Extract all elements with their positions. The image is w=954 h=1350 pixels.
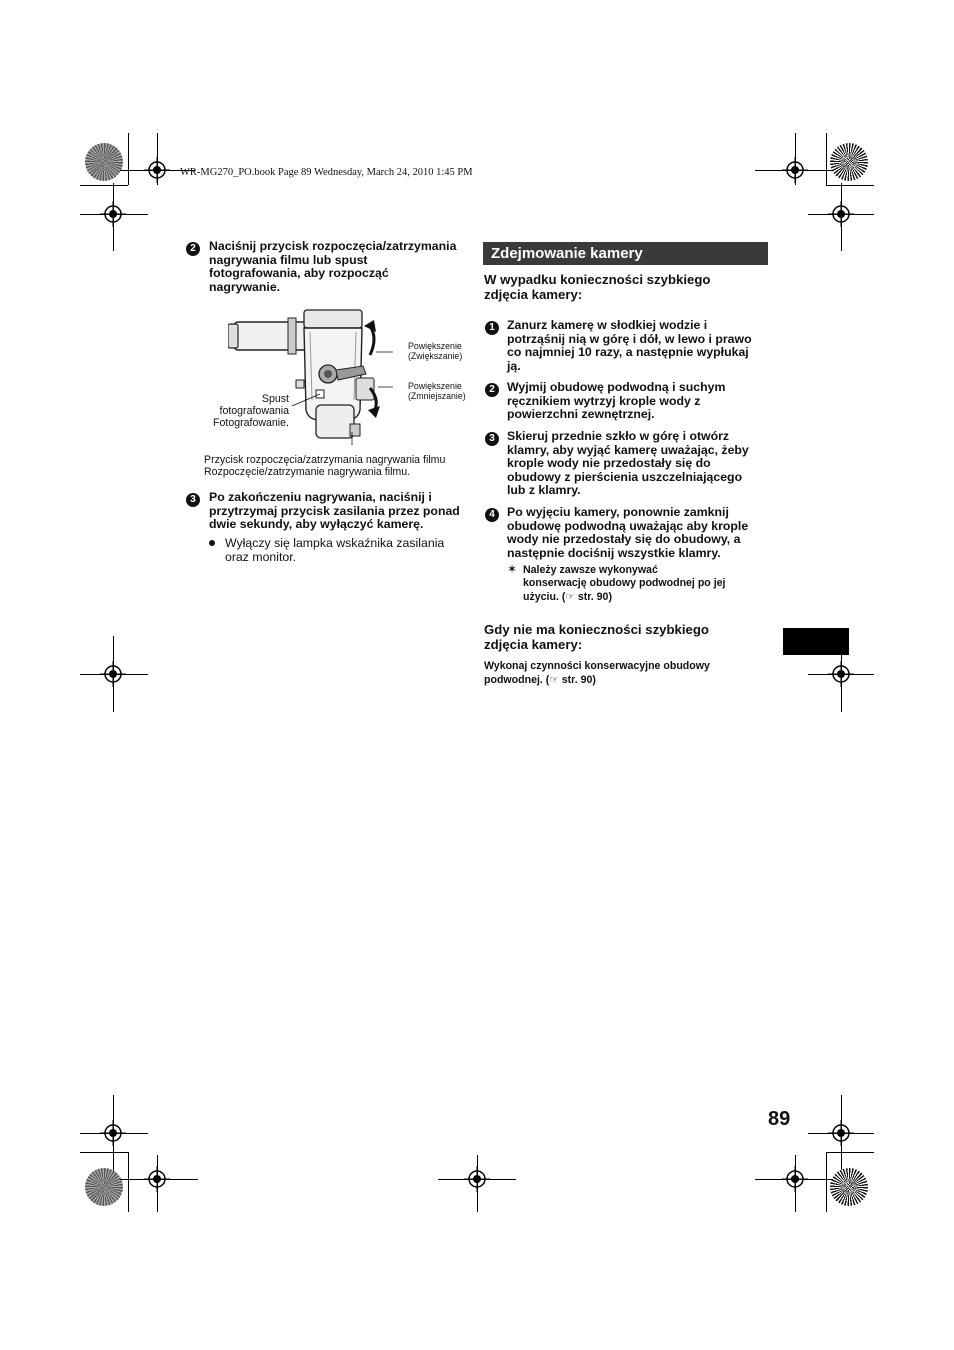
text-line: nagrywanie. xyxy=(209,279,281,294)
color-bar-star-icon xyxy=(830,1168,868,1206)
text-line: Fotografowanie. xyxy=(213,417,289,429)
zoom-in-label xyxy=(408,341,462,361)
text-line: zdjęcia kamery: xyxy=(484,637,583,652)
page-number: 89 xyxy=(768,1108,791,1130)
figure-caption xyxy=(204,454,445,478)
text-line: wody nie przedostały się do obudowy, a xyxy=(507,532,741,547)
text-line: (Zmniejszanie) xyxy=(408,391,466,401)
text-line: obudowę podwodną uważając aby krople xyxy=(507,518,749,533)
right-step4-text xyxy=(507,506,772,560)
right-step1-text xyxy=(507,319,772,373)
left-step3-bullet xyxy=(225,536,475,564)
color-bar-star-icon xyxy=(85,1168,123,1206)
registration-mark-icon xyxy=(782,1166,808,1192)
step-number: 2 xyxy=(485,383,499,397)
text-line: obudowy z pierścienia uszczelniającego xyxy=(507,469,743,484)
text-line: lub z klamry. xyxy=(507,483,581,498)
registration-mark-icon xyxy=(144,1166,170,1192)
text-line: Przycisk rozpoczęcia/zatrzymania nagrywania filmu xyxy=(204,454,446,466)
text-line: Skieruj przednie szkło w górę i otwórz xyxy=(507,429,730,443)
note-text xyxy=(523,564,773,604)
shutter-label xyxy=(196,393,289,429)
step-number: 2 xyxy=(186,242,200,256)
text-line: fotografowania xyxy=(219,405,289,417)
registration-mark-icon xyxy=(100,661,126,687)
registration-mark-icon xyxy=(828,1120,854,1146)
registration-mark-icon xyxy=(828,201,854,227)
text-line: nagrywania filmu lub spust xyxy=(209,252,368,267)
step-number: 3 xyxy=(186,493,200,507)
text-line: Zanurz kamerę w słodkiej wodzie i xyxy=(507,318,708,332)
text-line: Rozpoczęcie/zatrzymanie nagrywania filmu. xyxy=(204,466,411,478)
subheading-quick-removal xyxy=(484,272,710,302)
text-line: Spust xyxy=(261,393,289,405)
registration-mark-icon xyxy=(782,157,808,183)
left-step3-text xyxy=(209,491,479,532)
registration-mark-icon xyxy=(464,1166,490,1192)
text-line: konserwację obudowy podwodnej po jej xyxy=(523,577,726,590)
text-line: fotografowania, aby rozpocząć xyxy=(209,266,389,281)
text-line: następnie dociśnij wszystkie klamry. xyxy=(507,545,721,560)
text-line: potrząśnij nią w górę i dół, w lewo i prawo xyxy=(507,331,752,346)
text-line: Należy zawsze wykonywać xyxy=(523,564,658,576)
text-line: ręcznikiem wytrzyj krople wody z xyxy=(507,393,701,408)
text-line: Po wyjęciu kamery, ponownie zamknij xyxy=(507,505,729,519)
text-line: co najmniej 10 razy, a następnie wypłukaj xyxy=(507,345,749,360)
text-line: Wyłączy się lampka wskaźnika zasilania xyxy=(225,536,445,550)
text-line: Naciśnij przycisk rozpoczęcia/zatrzymania xyxy=(209,239,457,253)
text-line: dwie sekundy, aby wyłączyć kamerę. xyxy=(209,517,424,532)
text-line: Wyjmij obudowę podwodną i suchym xyxy=(507,380,726,394)
text-line: użyciu. (☞ str. 90) xyxy=(523,590,612,603)
text-line: zdjęcia kamery: xyxy=(484,287,583,302)
text-line: W wypadku konieczności szybkiego xyxy=(484,272,711,287)
text-line: klamry, aby wyjąć kamerę uważając, żeby xyxy=(507,442,749,457)
text-line: powierzchni zewnętrznej. xyxy=(507,407,655,422)
text-line: oraz monitor. xyxy=(225,550,297,564)
text-line: przytrzymaj przycisk zasilania przez ponad xyxy=(209,503,460,518)
step-number: 3 xyxy=(485,432,499,446)
left-step2-text xyxy=(209,240,479,294)
text-line: Powiększenie xyxy=(408,341,462,351)
text-line: podwodnej. (☞ str. 90) xyxy=(484,673,596,686)
file-header-line: WR-MG270_PO.book Page 89 Wednesday, March 24, 2010 1:45 PM xyxy=(180,167,473,178)
zoom-out-label xyxy=(408,381,466,401)
step-number: 4 xyxy=(485,508,499,522)
text-line: Po zakończeniu nagrywania, naciśnij i xyxy=(209,490,432,504)
registration-mark-icon xyxy=(100,201,126,227)
right-step2-text xyxy=(507,381,772,422)
step-number: 1 xyxy=(485,321,499,335)
note-star-icon: ✶ xyxy=(507,562,518,576)
registration-mark-icon xyxy=(100,1120,126,1146)
color-bar-star-icon xyxy=(85,143,123,181)
chapter-tab xyxy=(783,628,849,655)
text-line: Wykonaj czynności konserwacyjne obudowy xyxy=(484,660,710,672)
registration-mark-icon xyxy=(144,157,170,183)
text-line: Gdy nie ma konieczności szybkiego xyxy=(484,622,709,637)
section-title: Zdejmowanie kamery xyxy=(483,242,768,265)
color-bar-star-icon xyxy=(830,143,868,181)
text-line: krople wody nie przedostały się do xyxy=(507,456,711,471)
bullet-icon xyxy=(209,540,215,546)
final-instruction xyxy=(484,660,774,687)
text-line: ją. xyxy=(507,358,521,373)
registration-mark-icon xyxy=(828,661,854,687)
right-step3-text xyxy=(507,430,772,498)
subheading-no-quick-removal xyxy=(484,622,709,652)
text-line: (Zwiększanie) xyxy=(408,351,463,361)
text-line: Powiększenie xyxy=(408,381,462,391)
